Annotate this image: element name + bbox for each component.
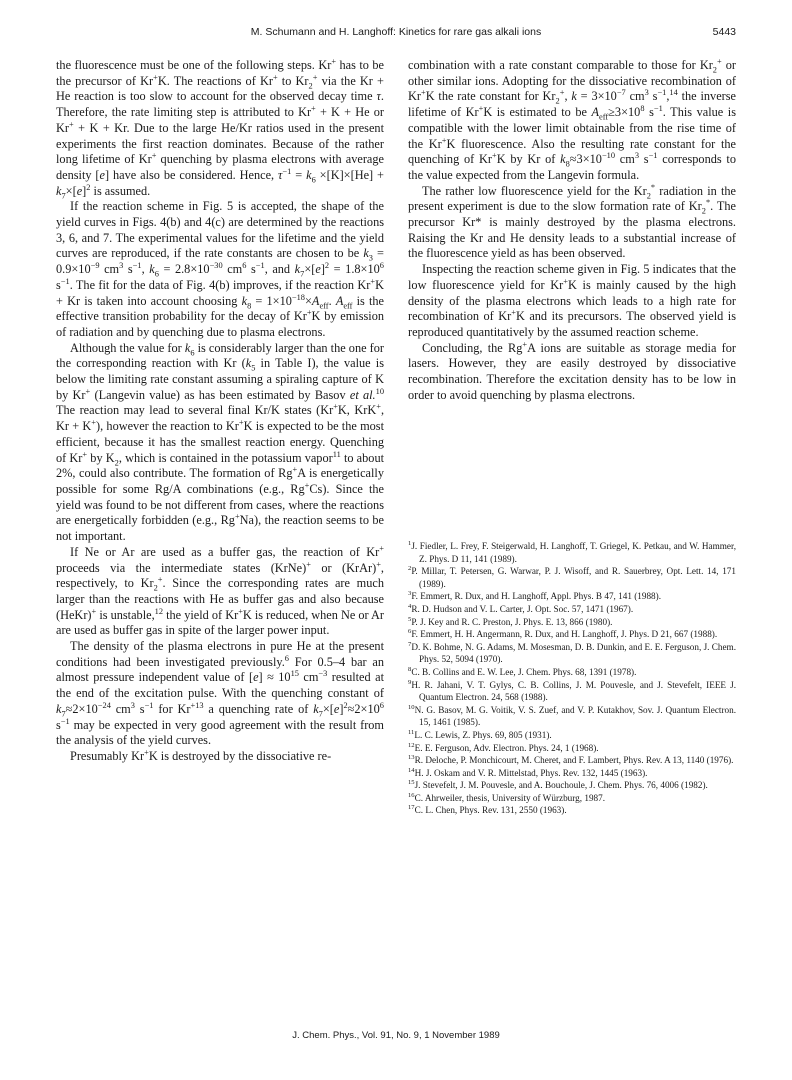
reference-number: 12: [408, 741, 415, 749]
paragraph: Presumably Kr+K is destroyed by the dissociative re-: [70, 747, 332, 763]
reference-item: [408, 729, 736, 742]
paragraph: combination with a rate constant comparable to those for $Kr_2^+$ or other similar ions. Adopting for the dissociative recombination of Kr+K the rate constant for $Kr_2^+$, $k = 3\times 10^{-7}$ $cm^3$ $s^{-1},^{14}$ the inverse lifetime of Kr+K is estimated to be $A_{eff}\ge 3\times 10^8$ $s^{-1}$. This value is compatible with the lower limit obtainable from the rise time of the Kr+K fluorescence. Also the resulting rate constant for the quenching of Kr+K by Kr of $k_8\approx 3\times 10^{-10}$ $cm^3$ $s^{-1}$ corresponds to the value expected from the Langevin formula.: [408, 56, 736, 182]
reference-number: 1: [408, 539, 412, 547]
reference-text: D. K. Bohme, N. G. Adams, M. Mosesman, D. B. Dunkin, and E. E. Ferguson, J. Chem. Phys. 52, 5094 (1970).: [411, 641, 736, 665]
reference-item: [408, 704, 736, 729]
reference-number: 6: [408, 628, 412, 636]
reference-item: [408, 804, 736, 817]
reference-number: 7: [408, 640, 412, 648]
reference-item: [408, 628, 736, 641]
reference-number: 16: [408, 791, 415, 799]
running-title: M. Schumann and H. Langhoff: Kinetics for rare gas alkali ions: [250, 26, 542, 38]
reference-text: E. E. Ferguson, Adv. Electron. Phys. 24, 1 (1968).: [414, 742, 599, 753]
reference-text: J. Fiedler, L. Frey, F. Steigerwald, H. Langhoff, T. Griegel, K. Petkau, and W. Hammer, Z. Phys. D 11, 141 (1989).: [411, 541, 736, 564]
reference-item: [408, 565, 736, 590]
page-number: 5443: [712, 26, 736, 38]
reference-item: [408, 616, 736, 629]
paragraph: The density of the plasma electrons in pure He at the present conditions had been investigated previously.$^6$ For 0.5–4 bar an almost pressure independent value of $[e] \approx 10^{15}$ $cm^{-3}$ resulted at the end of the excitation pulse. With the quenching constant of $k_7\approx 2\times 10^{-24}$ $cm^3$ $s^{-1}$ for $Kr^{+13}$ a quenching rate of $k_7\times[e]^2\approx 2\times 10^6$ $s^{-1}$ may be expected in very good agreement with the result from the analysis of the yield curves.: [56, 639, 384, 748]
reference-item: [408, 754, 736, 767]
reference-number: 4: [408, 602, 412, 610]
reference-number: 11: [408, 728, 415, 736]
body-column-right: [408, 58, 736, 403]
reference-text: R. Deloche, P. Monchicourt, M. Cheret, and F. Lambert, Phys. Rev. A 13, 1140 (1976).: [414, 755, 734, 766]
reference-text: L. C. Lewis, Z. Phys. 69, 805 (1931).: [414, 729, 552, 740]
body-column-left: [56, 58, 384, 765]
reference-item: [408, 590, 736, 603]
reference-item: [408, 767, 736, 780]
reference-item: [408, 641, 736, 666]
reference-list: [408, 540, 736, 817]
paragraph: Concluding, the Rg+A ions are suitable as storage media for lasers. However, they are easily destroyed by dissociative recombination. Therefore the excitation density has to be low in order to avoid quenching by plasma electrons.: [408, 339, 736, 402]
paragraph: The rather low fluorescence yield for the $Kr_2^*$ radiation in the present experiment is due to the slow formation rate of $Kr_2^*$. The precursor Kr* is mainly destroyed by the plasma electrons. Raising the Kr and He density leads to a substantial increase of the fluorescence yield as has been observed.: [408, 182, 736, 261]
reference-item: [408, 679, 736, 704]
reference-item: [408, 603, 736, 616]
reference-number: 9: [408, 678, 412, 686]
reference-text: N. G. Basov, M. G. Voitik, V. S. Zuef, and V. P. Kutakhov, Sov. J. Quantum Electron. 15, 1461 (1985).: [414, 704, 736, 728]
reference-text: H. R. Jahani, V. T. Gylys, C. B. Collins, J. M. Pouvesle, and J. Stevefelt, IEEE J. Quantum Electron. 24, 568 (1988).: [411, 679, 736, 703]
reference-text: P. J. Key and R. C. Preston, J. Phys. E. 13, 866 (1980).: [411, 616, 613, 627]
reference-item: [408, 742, 736, 755]
reference-text: H. J. Oskam and V. R. Mittelstad, Phys. Rev. 132, 1445 (1963).: [414, 767, 648, 778]
running-head: [56, 26, 736, 42]
reference-text: P. Millar, T. Petersen, G. Warwar, P. J. Wisoff, and R. Sauerbrey, Opt. Lett. 14, 171 (1989).: [411, 566, 736, 589]
reference-item: [408, 792, 736, 805]
reference-item: [408, 666, 736, 679]
reference-number: 13: [408, 754, 415, 762]
journal-footer: J. Chem. Phys., Vol. 91, No. 9, 1 November 1989: [292, 1030, 500, 1041]
reference-number: 14: [408, 766, 415, 774]
reference-text: C. L. Chen, Phys. Rev. 131, 2550 (1963).: [414, 805, 567, 816]
paragraph: If Ne or Ar are used as a buffer gas, the reaction of Kr+ proceeds via the intermediate states (KrNe)+ or (KrAr)+, respectively, to $Kr_2^+$. Since the corresponding rates are much larger than the reactions with He as buffer gas and also because (HeKr)+ is unstable,$^{12}$ the yield of Kr+K is reduced, when Ne or Ar are used as buffer gas in spite of the larger power input.: [56, 543, 385, 638]
reference-number: 5: [408, 615, 412, 623]
reference-item: [408, 779, 736, 792]
paragraph: Although the value for $k_6$ is considerably larger than the one for the corresponding reaction with Kr ($k_5$ in Table I), the value is below the limiting rate constant assuming a spiraling capture of K by Kr+ (Langevin value) as has been estimated by Basov et al.$^{10}$ The reaction may lead to several final Kr/K states (Kr+K, KrK+, Kr + K+), however the reaction to Kr+K is expected to be the most efficient, because it has the smallest reaction energy. Quenching of Kr+ by $K_2$, which is contained in the potassium vapor$^{11}$ to about 2%, could also contribute. The formation of Rg+A is energetically possible for some Rg/A combinations (e.g., Rg+Cs). Since the yield was found to be not different from cases, where the reactions are energetically forbidden (e.g., Rg+Na), the reaction seems to be not important.: [56, 340, 385, 544]
reference-text: F. Emmert, H. H. Angermann, R. Dux, and H. Langhoff, J. Phys. D 21, 667 (1988).: [411, 629, 718, 640]
reference-text: C. Ahrweiler, thesis, University of Würzburg, 1987.: [414, 792, 606, 803]
reference-text: R. D. Hudson and V. L. Carter, J. Opt. Soc. 57, 1471 (1967).: [411, 603, 634, 614]
reference-item: [408, 540, 736, 565]
paragraph: the fluorescence must be one of the following steps. Kr+ has to be the precursor of Kr+K. The reactions of Kr+ to $Kr_2^+$ via the Kr + He reaction is too slow to account for the observed decay time τ. Therefore, the rate limiting step is attributed to Kr+ + K + He or Kr+ + K + Kr. Due to the large He/Kr ratios used in the present experiments the first reaction dominates. Because of the rather long lifetime of Kr+ quenching by plasma electrons with average density [e] have also be considered. Hence, $\tau^{-1} = k_6 \times[K]\times[He] + k_7\times[e]^2$ is assumed.: [56, 56, 384, 201]
reference-number: 17: [408, 804, 415, 812]
reference-number: 10: [408, 703, 415, 711]
reference-text: C. B. Collins and E. W. Lee, J. Chem. Phys. 68, 1391 (1978).: [411, 666, 637, 677]
reference-number: 3: [408, 590, 412, 598]
reference-text: F. Emmert, R. Dux, and H. Langhoff, Appl. Phys. B 47, 141 (1988).: [411, 591, 662, 602]
reference-number: 15: [408, 779, 415, 787]
reference-text: J. Stevefelt, J. M. Pouvesle, and A. Bouchoule, J. Chem. Phys. 76, 4006 (1982).: [414, 780, 708, 791]
paragraph: If the reaction scheme in Fig. 5 is accepted, the shape of the yield curves in Figs. 4(b) and 4(c) are determined by the reactions 3, 6, and 7. The experimental values for the lifetime and the yield curves are reproduced, if the rate constants are chosen to be $k_3 = 0.9\times 10^{-9}$ $cm^3$ $s^{-1}$, $k_6 = 2.8\times 10^{-30}$ $cm^6$ $s^{-1}$, and $k_7\times[e]^2 = 1.8\times 10^6$ $s^{-1}$. The fit for the data of Fig. 4(b) improves, if the reaction Kr+K + Kr is taken into account choosing $k_8 = 1\times 10^{-18}\times A_{eff}$. $A_{eff}$ is the effective transition probability for the decay of Kr+K by emission of radiation and by quenching due to plasma electrons.: [56, 199, 385, 339]
reference-number: 8: [408, 665, 412, 673]
paragraph: Inspecting the reaction scheme given in Fig. 5 indicates that the low fluorescence yield for Kr+K is mainly caused by the high density of the plasma electrons which leads to a high rate for recombination of Kr+K and its precursors. The observed yield is reproduced quantitatively by the assumed reaction scheme.: [408, 262, 736, 339]
reference-number: 2: [408, 565, 412, 573]
